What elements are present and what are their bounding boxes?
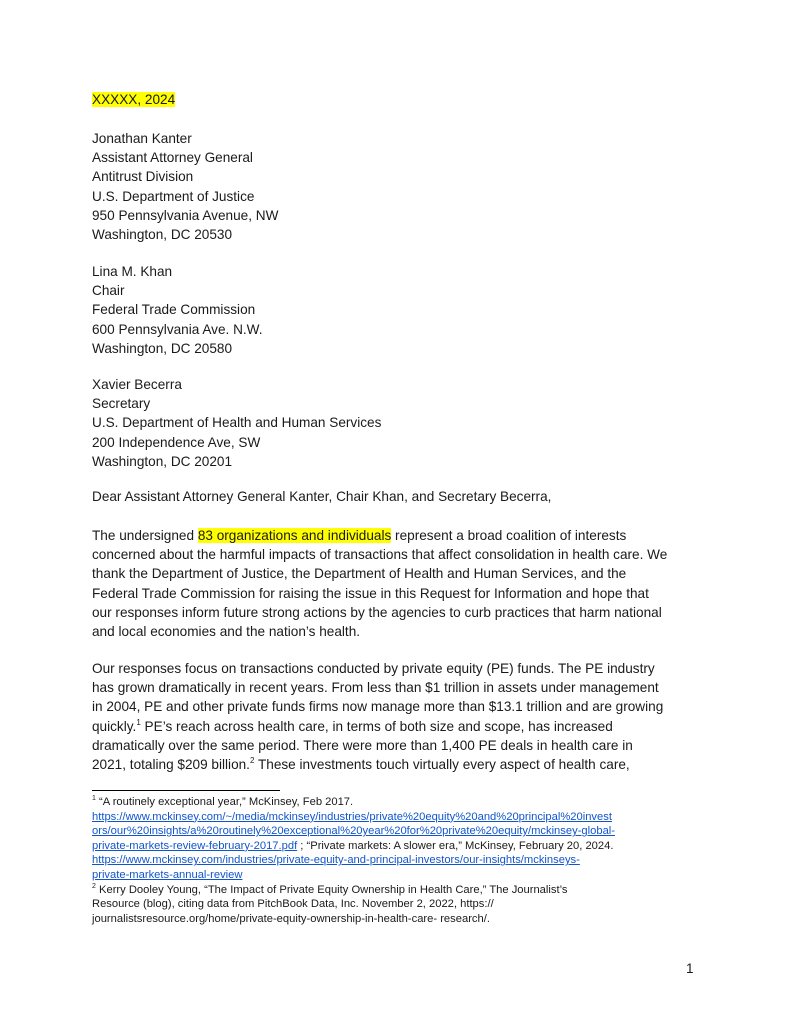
recipient-ftc	[92, 262, 712, 358]
footnote-1-text: ; “Private markets: A slower era,” McKinsey, February 20, 2024.	[297, 839, 614, 852]
letter-date	[92, 90, 712, 109]
footnote-number-2: 2	[92, 882, 96, 890]
recipient-name: Jonathan Kanter	[92, 131, 192, 146]
footnotes	[92, 795, 712, 926]
recipient-name: Lina M. Khan	[92, 264, 173, 279]
recipient-title: Assistant Attorney General	[92, 150, 253, 166]
para2-line: in 2004, PE and other private funds firms now manage more than $13.1 trillion and are growing	[92, 699, 664, 715]
footnote-ref-1[interactable]: 1	[136, 717, 141, 727]
recipient-agency: U.S. Department of Justice	[92, 188, 255, 204]
para1-line: Federal Trade Commission for raising the issue in this Request for Information and hope that	[92, 585, 649, 601]
paragraph-private-equity	[92, 659, 712, 774]
footnote-1-link[interactable]: ors/our%20insights/a%20routinely%20exceptional%20year%20for%20private%20equity/mckinsey-global-	[92, 825, 615, 838]
salutation	[92, 487, 712, 506]
coalition-highlight: 83 organizations and individuals	[197, 528, 392, 543]
date-highlight: XXXXX, 2024	[92, 92, 176, 107]
footnote-2-text: Kerry Dooley Young, “The Impact of Private Equity Ownership in Health Care,” The Journalist’s	[95, 883, 568, 896]
para2-line: dramatically over the same period. There were more than 1,400 PE deals in health care in	[92, 737, 633, 753]
page-number: 1	[686, 961, 694, 976]
footnote-2-text: journalistsresource.org/home/private-equity-ownership-in-health-care- research/.	[92, 912, 490, 925]
recipient-city: Washington, DC 20201	[92, 453, 233, 469]
footnote-number-1: 1	[92, 795, 96, 802]
recipient-title: Chair	[92, 283, 125, 299]
para1-post: represent a broad coalition of interests	[391, 528, 627, 543]
para2-text: quickly.	[92, 718, 137, 734]
footnote-1-link-2[interactable]: private-markets-annual-review	[92, 868, 243, 881]
salutation-text: Dear Assistant Attorney General Kanter, Chair Khan, and Secretary Becerra,	[92, 489, 552, 504]
recipient-title: Secretary	[92, 396, 151, 412]
recipient-city: Washington, DC 20530	[92, 227, 233, 243]
para2-line: Our responses focus on transactions conducted by private equity (PE) funds. The PE industry	[92, 661, 655, 676]
para2-line: has grown dramatically in recent years. From less than $1 trillion in assets under management	[92, 680, 659, 696]
para1-line: thank the Department of Justice, the Department of Health and Human Services, and the	[92, 566, 627, 582]
para2-text: These investments touch virtually every aspect of health care,	[254, 757, 630, 773]
recipient-hhs	[92, 375, 712, 471]
para1-line: and local economies and the nation’s health.	[92, 624, 361, 640]
para1-line: concerned about the harmful impacts of transactions that affect consolidation in health care. We	[92, 547, 668, 563]
recipient-city: Washington, DC 20580	[92, 340, 233, 356]
footnote-1-text: “A routinely exceptional year,” McKinsey, Feb 2017.	[95, 796, 354, 808]
para1-pre: The undersigned	[92, 528, 198, 543]
footnote-separator	[92, 790, 280, 791]
recipient-name: Xavier Becerra	[92, 377, 182, 392]
recipient-doj	[92, 129, 712, 244]
footnote-1-link[interactable]: private-markets-review-february-2017.pdf	[92, 839, 298, 852]
footnote-2-text: Resource (blog), citing data from PitchBook Data, Inc. November 2, 2022, https://	[92, 898, 494, 911]
recipient-street: 200 Independence Ave, SW	[92, 434, 261, 450]
recipient-agency: U.S. Department of Health and Human Services	[92, 415, 382, 431]
footnote-ref-2[interactable]: 2	[249, 756, 255, 766]
para2-text: 2021, totaling $209 billion.	[92, 757, 250, 773]
para1-line: our responses inform future strong actions by the agencies to curb practices that harm national	[92, 604, 662, 620]
footnote-1-link[interactable]: https://www.mckinsey.com/~/media/mckinsey/industries/private%20equity%20and%20principal%20invest	[92, 810, 612, 823]
recipient-street: 600 Pennsylvania Ave. N.W.	[92, 321, 263, 337]
recipient-street: 950 Pennsylvania Avenue, NW	[92, 207, 279, 223]
recipient-agency: Federal Trade Commission	[92, 302, 256, 318]
footnote-1-link-2[interactable]: https://www.mckinsey.com/industries/private-equity-and-principal-investors/our-insights/mckinseys-	[92, 854, 580, 867]
recipient-division: Antitrust Division	[92, 169, 194, 185]
paragraph-coalition	[92, 526, 712, 641]
para2-text: PE’s reach across health care, in terms of both size and scope, has increased	[140, 718, 613, 734]
